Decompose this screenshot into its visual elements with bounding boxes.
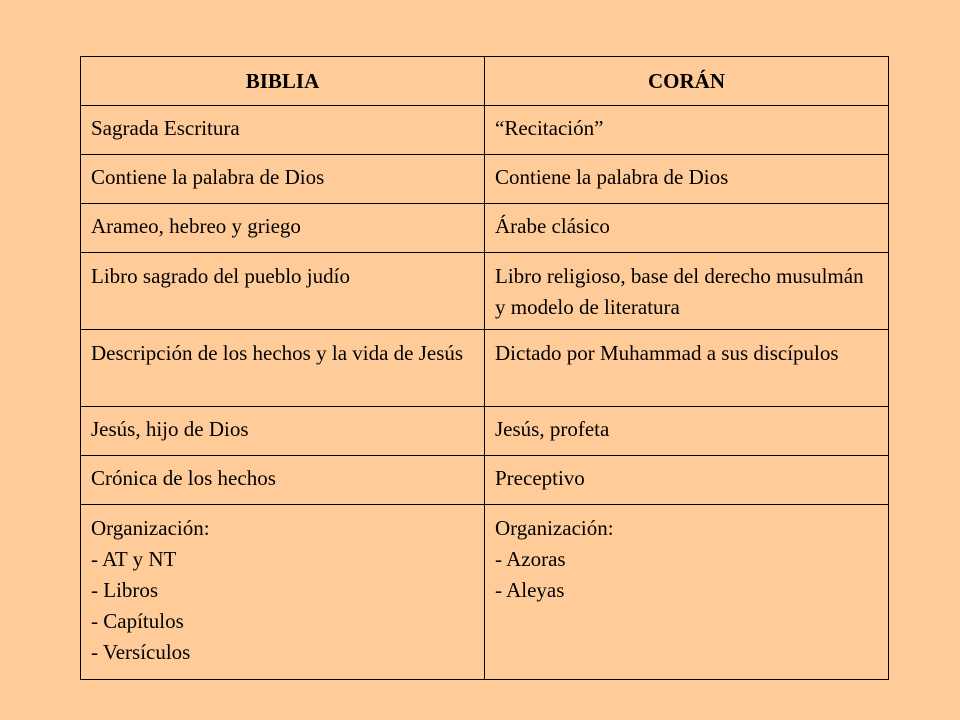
cell-biblia [81, 330, 485, 407]
cell-text: “Recitación” [495, 116, 604, 140]
organization-title: Organización: [91, 516, 210, 540]
list-item: - Aleyas [495, 578, 565, 602]
cell-text: Dictado por Muhammad a sus discípulos [495, 341, 839, 365]
cell-coran [485, 253, 889, 330]
cell-coran [485, 204, 889, 253]
organization-title: Organización: [495, 516, 614, 540]
cell-text: Árabe clásico [495, 214, 610, 238]
cell-text: Jesús, hijo de Dios [91, 417, 249, 441]
cell-biblia [81, 253, 485, 330]
header-biblia: BIBLIA [81, 57, 485, 106]
cell-text: Descripción de los hechos y la vida de Jesús [91, 341, 464, 365]
cell-biblia [81, 204, 485, 253]
cell-coran [485, 330, 889, 407]
cell-biblia-organization [81, 505, 485, 680]
table-row [81, 204, 889, 253]
cell-text: Arameo, hebreo y griego [91, 214, 301, 238]
cell-coran [485, 155, 889, 204]
list-item: - Azoras [495, 547, 566, 571]
table-row [81, 407, 889, 456]
cell-text: Contiene la palabra de Dios [495, 165, 729, 189]
header-row [81, 57, 889, 106]
cell-coran [485, 407, 889, 456]
table-row [81, 155, 889, 204]
organization-row [81, 505, 889, 680]
cell-biblia [81, 155, 485, 204]
comparison-table [80, 56, 889, 680]
table-row [81, 106, 889, 155]
cell-text: Crónica de los hechos [91, 466, 276, 490]
table-row [81, 456, 889, 505]
organization-list [91, 505, 474, 668]
table-row [81, 330, 889, 407]
cell-biblia [81, 407, 485, 456]
cell-text: Jesús, profeta [495, 417, 610, 441]
cell-coran [485, 456, 889, 505]
cell-text: Libro religioso, base del derecho musulmán y modelo de literatura [495, 264, 864, 319]
cell-text: Preceptivo [495, 466, 585, 490]
cell-biblia [81, 106, 485, 155]
list-item: - AT y NT [91, 547, 177, 571]
list-item: - Libros [91, 578, 159, 602]
header-coran: CORÁN [485, 57, 889, 106]
organization-list [495, 505, 878, 606]
list-item: - Versículos [91, 640, 191, 664]
list-item: - Capítulos [91, 609, 184, 633]
cell-biblia [81, 456, 485, 505]
cell-coran [485, 106, 889, 155]
table-row [81, 253, 889, 330]
cell-coran-organization [485, 505, 889, 680]
cell-text: Sagrada Escritura [91, 116, 240, 140]
cell-text: Contiene la palabra de Dios [91, 165, 325, 189]
cell-text: Libro sagrado del pueblo judío [91, 264, 350, 288]
